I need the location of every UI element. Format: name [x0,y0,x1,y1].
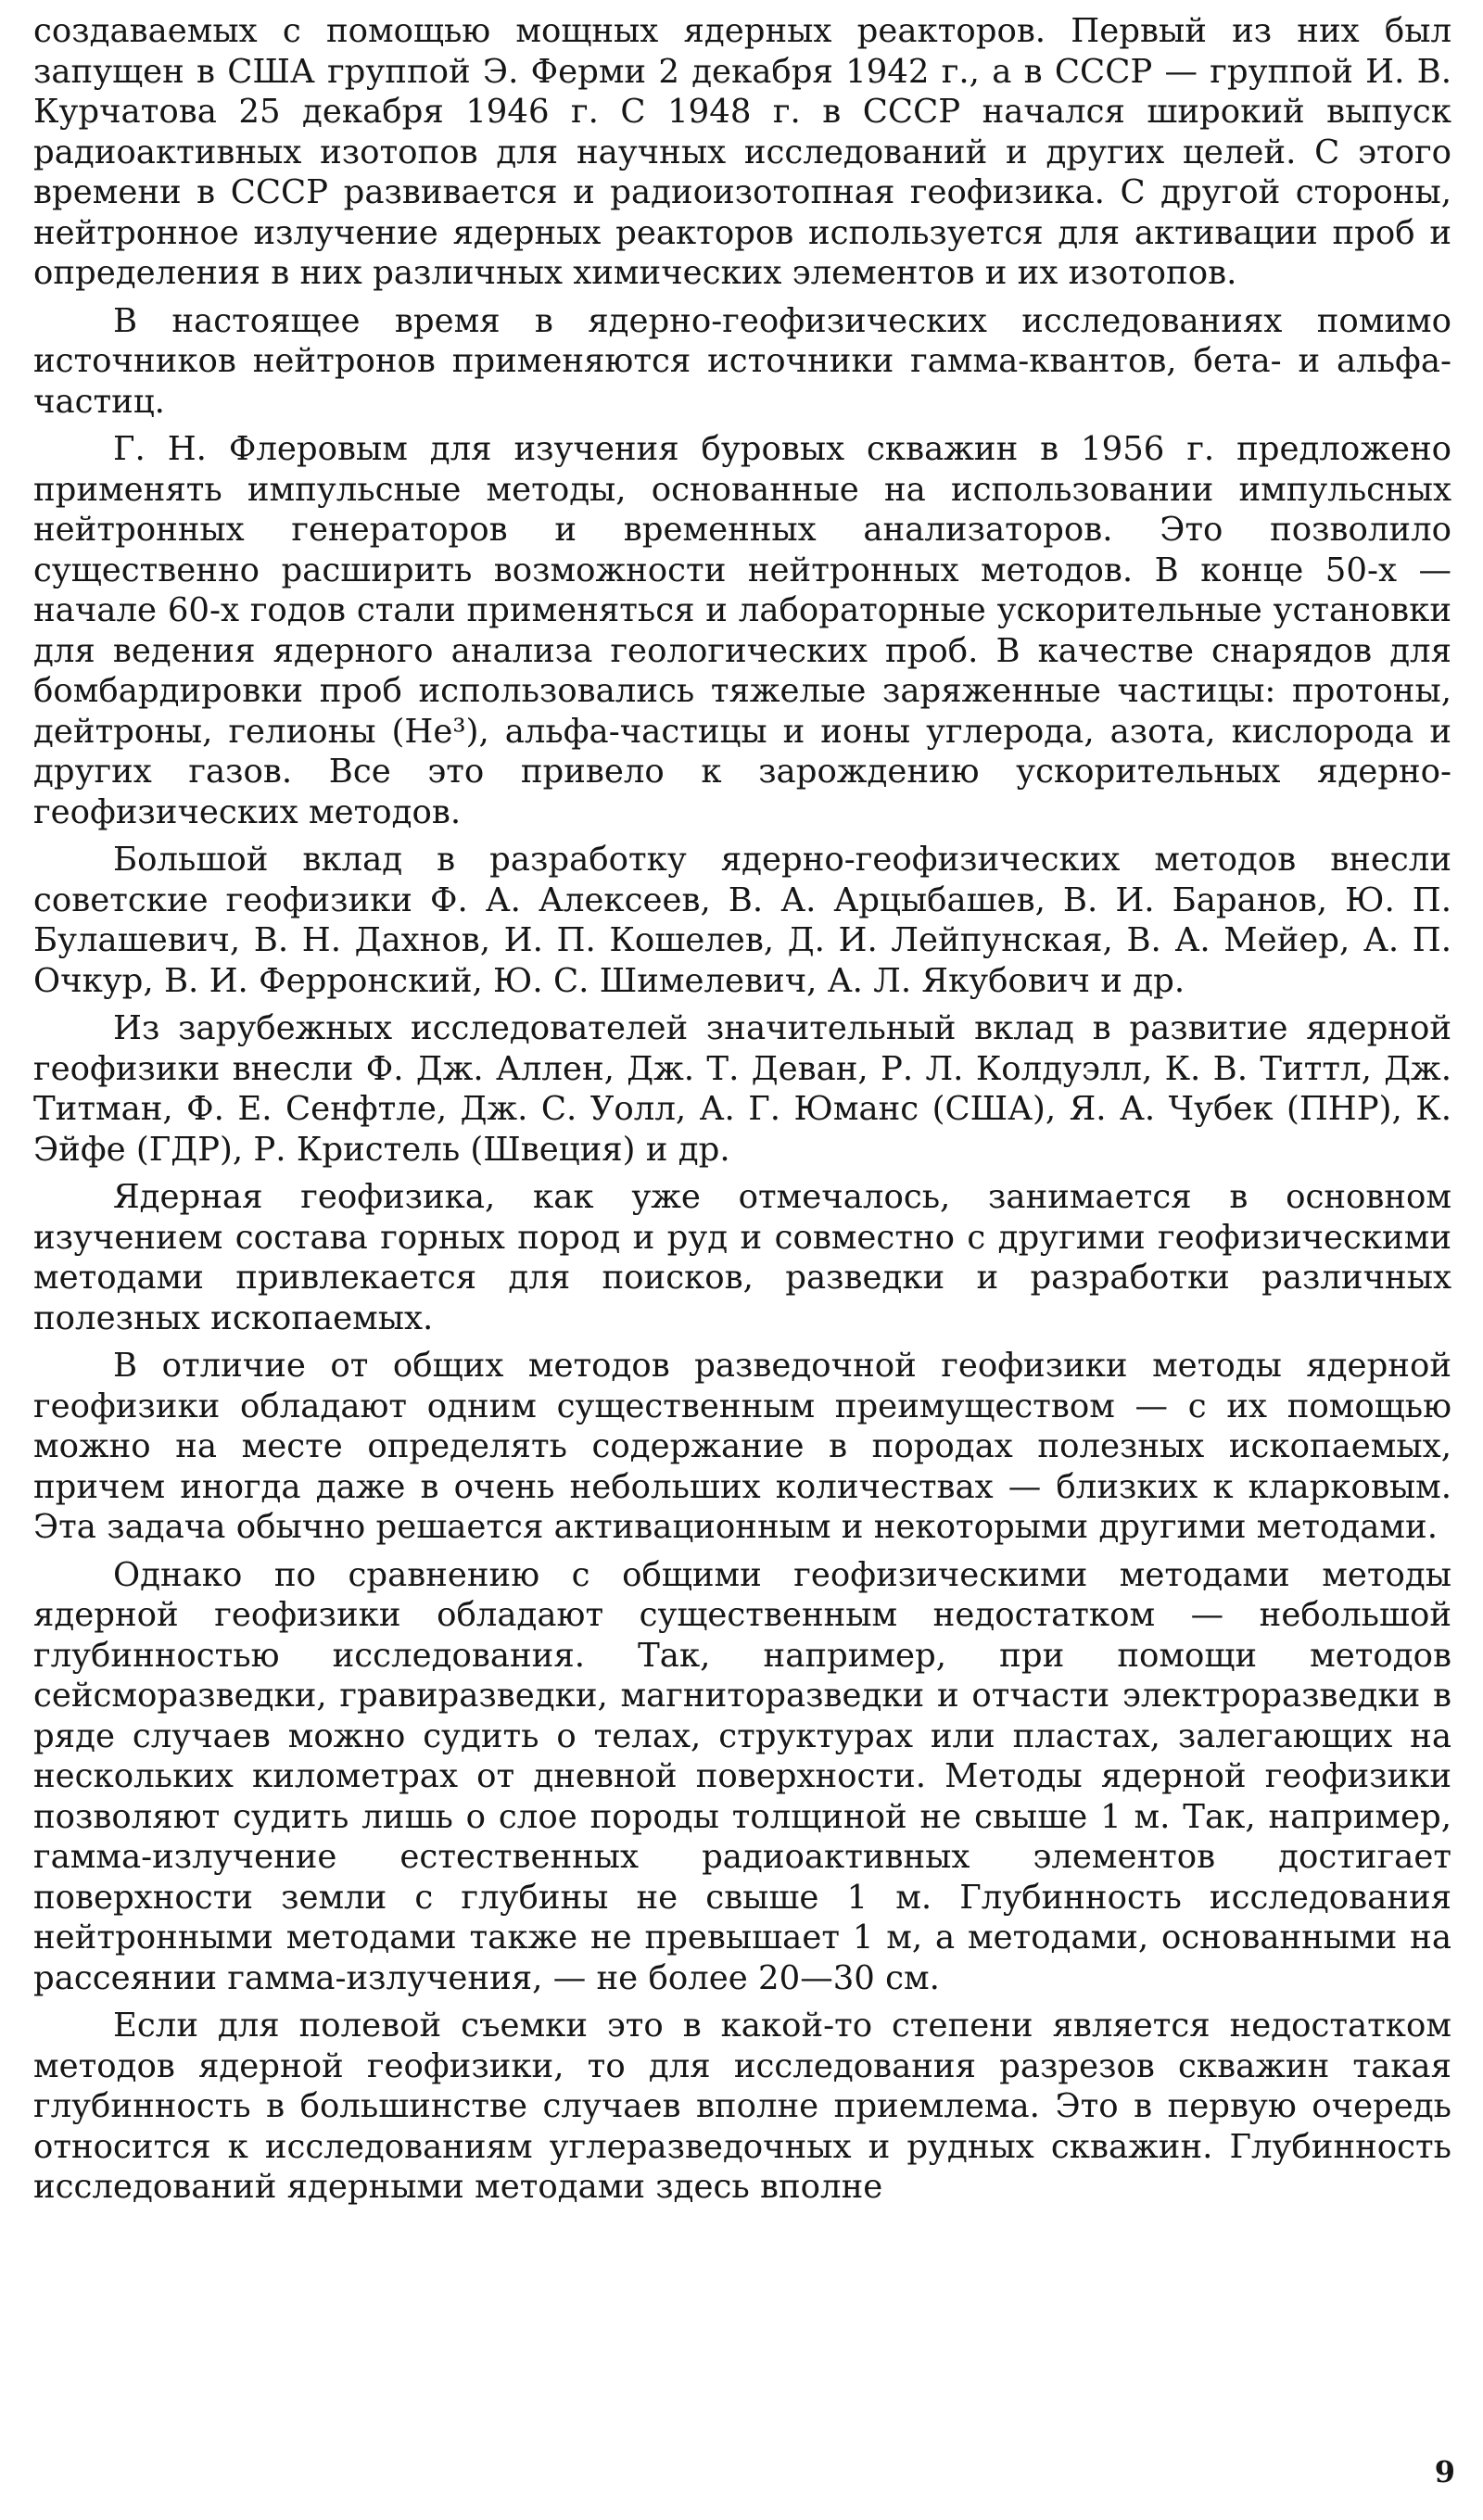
paragraph-boreholes: Если для полевой съемки это в какой-то степени является недостатком методов ядерной геофизики, то для исследования разрезов скважин такая глубинность в большинстве случаев вполне приемлема. Это в первую очередь относится к исследованиям углеразведочных и рудных скважин. Глубинность исследований ядерными методами здесь вполне [33,2007,1451,2206]
page-body [33,11,1451,2208]
paragraph-impulse-methods: Г. Н. Флеровым для изучения буровых скважин в 1956 г. предложено применять импульсные методы, основанные на использовании импульсных нейтронных генераторов и временных анализаторов. Это позволило существенно расширить возможности нейтронных методов. В конце 50-х — начале 60-х годов стали применяться и лабораторные ускорительные установки для ведения ядерного анализа геологических проб. В качестве снарядов для бомбардировки проб использовались тяжелые заряженные частицы: протоны, дейтроны, гелионы (He³), альфа-частицы и ионы углерода, азота, кислорода и других газов. Все это привело к зарождению ускорительных ядерно-геофизических методов. [33,430,1451,831]
paragraph-nuclear-geophysics-purpose: Ядерная геофизика, как уже отмечалось, занимается в основном изучением состава горных пород и руд и совместно с другими геофизическими методами привлекается для поисков, разведки и разработки различных полезных ископаемых. [33,1178,1451,1337]
paragraph-foreign-contributors: Из зарубежных исследователей значительный вклад в развитие ядерной геофизики внесли Ф. Дж. Аллен, Дж. Т. Деван, Р. Л. Колдуэлл, К. В. Титтл, Дж. Титман, Ф. Е. Сенфтле, Дж. С. Уолл, А. Г. Юманс (США), Я. А. Чубек (ПНР), К. Эйфе (ГДР), Р. Кристель (Швеция) и др. [33,1009,1451,1169]
paragraph-advantage: В отличие от общих методов разведочной геофизики методы ядерной геофизики обладают одним существенным преимуществом — с их помощью можно на месте определять содержание в породах полезных ископаемых, причем иногда даже в очень небольших количествах — близких к кларковым. Эта задача обычно решается активационным и некоторыми другими методами. [33,1347,1451,1546]
paragraph-depth-limitation: Однако по сравнению с общими геофизическими методами методы ядерной геофизики обладают существенным недостатком — небольшой глубинностью исследования. Так, например, при помощи методов сейсморазведки, гравиразведки, магниторазведки и отчасти электроразведки в ряде случаев можно судить о телах, структурах или пластах, залегающих на нескольких километрах от дневной поверхности. Методы ядерной геофизики позволяют судить лишь о слое породы толщиной не свыше 1 м. Так, например, гамма-излучение естественных радиоактивных элементов достигает поверхности земли с глубины не свыше 1 м. Глубинность исследования нейтронными методами также не превышает 1 м, а методами, основанными на рассеянии гамма-излучения, — не более 20—30 см. [33,1555,1451,1997]
paragraph-continuation: создаваемых с помощью мощных ядерных реакторов. Первый из них был запущен в США группой Э. Ферми 2 декабря 1942 г., а в СССР — группой И. В. Курчатова 25 декабря 1946 г. С 1948 г. в СССР начался широкий выпуск радиоактивных изотопов для научных исследований и других целей. С этого времени в СССР развивается и радиоизотопная геофизика. С другой стороны, нейтронное излучение ядерных реакторов используется для активации проб и определения в них различных химических элементов и их изотопов. [33,12,1451,292]
paragraph-sources: В настоящее время в ядерно-геофизических исследованиях помимо источников нейтронов применяются источники гамма-квантов, бета- и альфа-частиц. [33,301,1451,421]
paragraph-soviet-contributors: Большой вклад в разработку ядерно-геофизических методов внесли советские геофизики Ф. А. Алексеев, В. А. Арцыбашев, В. И. Баранов, Ю. П. Булашевич, В. Н. Дахнов, И. П. Кошелев, Д. И. Лейпунская, В. А. Мейер, А. П. Очкур, В. И. Ферронский, Ю. С. Шимелевич, А. Л. Якубович и др. [33,841,1451,1000]
page-number: 9 [1434,2454,1455,2489]
